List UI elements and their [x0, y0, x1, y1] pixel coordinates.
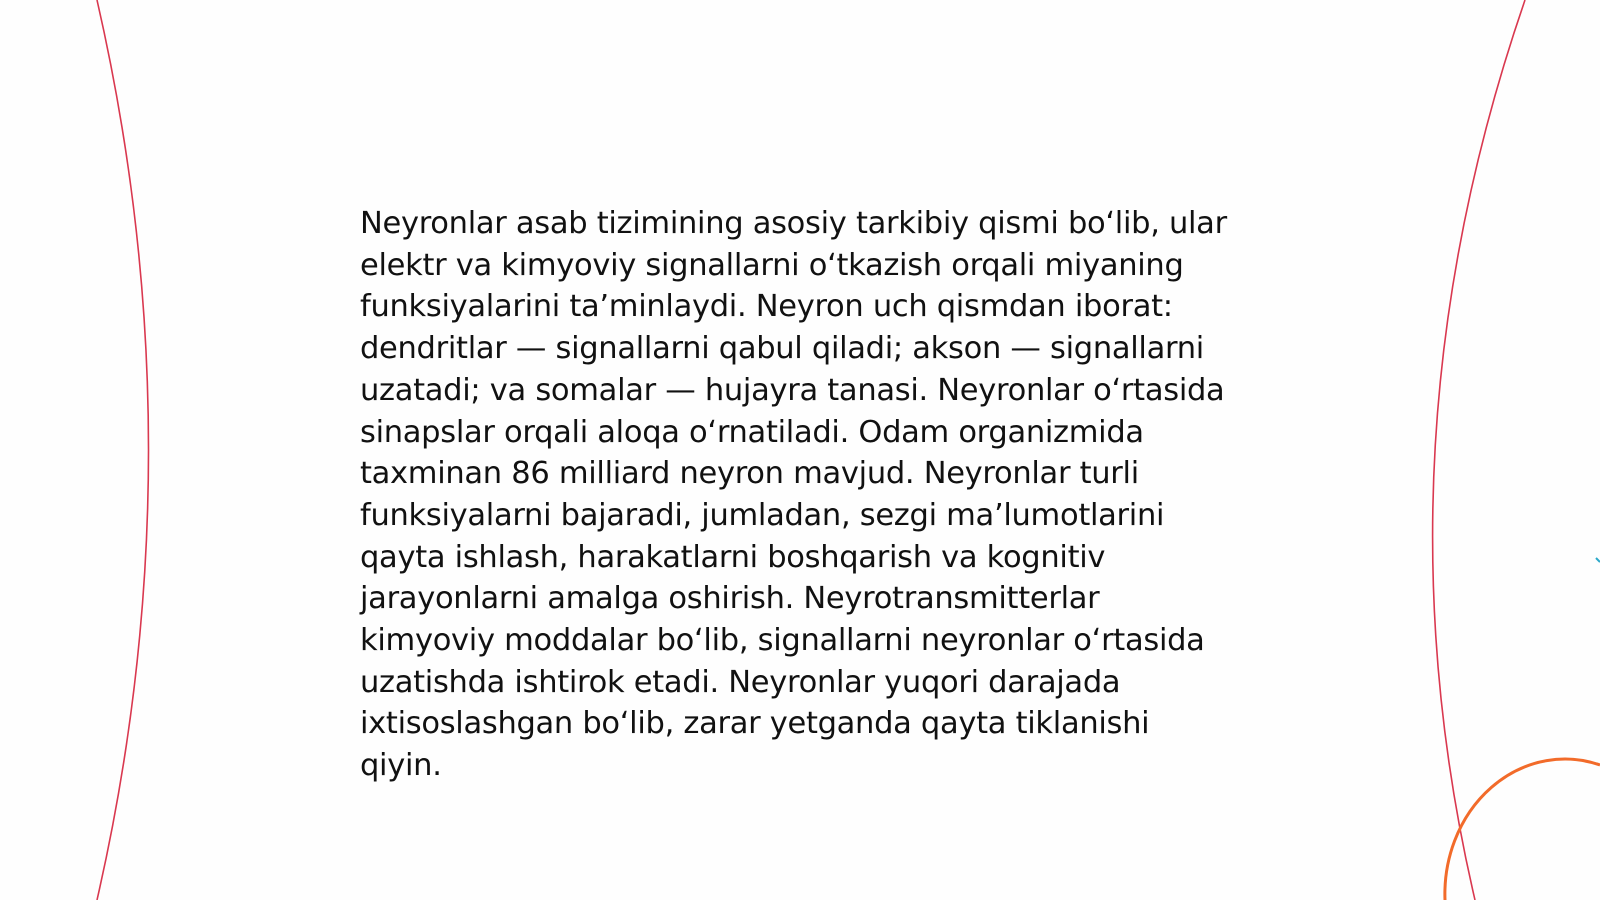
orange-circle-arc: [1445, 759, 1600, 900]
left-arc-line: [97, 0, 149, 900]
right-arc-line: [1433, 0, 1525, 900]
teal-accent-mark: [1596, 558, 1600, 562]
body-paragraph: Neyronlar asab tizimining asosiy tarkibiy qismi bo‘lib, ular elektr va kimyoviy signallarni o‘tkazish orqali miyaning funksiyalarini ta’minlaydi. Neyron uch qismdan iborat: dendritlar — signallarni qabul qiladi; akson — signallarni uzatadi; va somalar — hujayra tanasi. Neyronlar o‘rtasida sinapslar orqali aloqa o‘rnatiladi. Odam organizmida taxminan 86 milliard neyron mavjud. Neyronlar turli funksiyalarni bajaradi, jumladan, sezgi ma’lumotlarini qayta ishlash, harakatlarni boshqarish va kognitiv jarayonlarni amalga oshirish. Neyrotransmitterlar kimyoviy moddalar bo‘lib, signallarni neyronlar o‘rtasida uzatishda ishtirok etadi. Neyronlar yuqori darajada ixtisoslashgan bo‘lib, zarar yetganda qayta tiklanishi qiyin.: [360, 206, 1227, 784]
